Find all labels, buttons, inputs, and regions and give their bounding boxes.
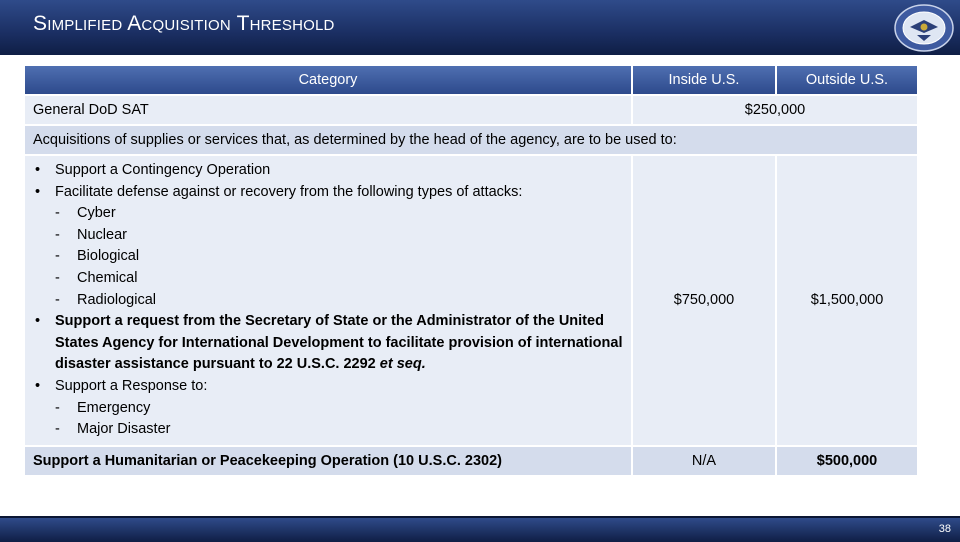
list-item <box>33 182 623 204</box>
attack-cyber: Cyber <box>77 205 116 222</box>
slide-title: Simplified Acquisition Threshold <box>33 12 335 35</box>
bullet-icon: • <box>35 377 41 394</box>
purpose-list <box>33 160 623 441</box>
attack-biological: Biological <box>77 248 140 265</box>
attack-chemical: Chemical <box>77 269 138 286</box>
humanitarian-inside-value: N/A <box>632 446 776 476</box>
list-item <box>33 311 623 376</box>
list-item <box>33 376 623 398</box>
bullet-state-request: Support a request from the Secretary of State or the Administrator of the United States Agency for International Development to facilitate provision of international disaster assistance pursuant to 22 U.S.C. 2292 <box>55 313 623 373</box>
table-row-humanitarian <box>24 446 918 476</box>
sub-list-item: - Chemical <box>55 269 138 286</box>
bullet-icon: • <box>35 162 41 178</box>
acquisitions-label: Acquisitions of supplies or services that, as determined by the head of the agency, are to be used to: <box>24 125 918 155</box>
list-outside-value: $1,500,000 <box>776 155 918 446</box>
header-inside-us: Inside U.S. <box>632 65 776 95</box>
sub-list-item: - Radiological <box>55 291 156 308</box>
humanitarian-label: Support a Humanitarian or Peacekeeping Operation (10 U.S.C. 2302) <box>24 446 632 476</box>
page-number: 38 <box>938 523 951 535</box>
title-bar <box>0 0 960 55</box>
sub-list-item: - Emergency <box>55 399 151 416</box>
bullet-contingency: Support a Contingency Operation <box>55 162 271 178</box>
header-category: Category <box>24 65 632 95</box>
footer-bar <box>0 516 960 542</box>
purpose-list-cell <box>24 155 632 446</box>
list-inside-value: $750,000 <box>632 155 776 446</box>
table-row-general <box>24 95 918 125</box>
bullet-icon: • <box>35 183 41 200</box>
attack-nuclear: Nuclear <box>77 226 127 243</box>
bullet-attacks: Facilitate defense against or recovery from the following types of attacks: <box>55 183 523 200</box>
general-sat-label: General DoD SAT <box>24 95 632 125</box>
sub-list-item: - Nuclear <box>55 226 127 243</box>
table-header-row <box>24 65 918 95</box>
humanitarian-outside-value: $500,000 <box>776 446 918 476</box>
dod-seal-icon <box>893 3 955 53</box>
sub-list-item: - Major Disaster <box>55 421 171 438</box>
sat-table <box>23 64 919 477</box>
bullet-icon: • <box>35 313 41 330</box>
header-outside-us: Outside U.S. <box>776 65 918 95</box>
list-item <box>33 160 623 182</box>
response-major-disaster: Major Disaster <box>77 421 171 438</box>
table-row-acquisitions <box>24 125 918 155</box>
sub-list-item: - Biological <box>55 248 140 265</box>
response-emergency: Emergency <box>77 399 151 416</box>
et-seq-text: et seq. <box>379 356 426 373</box>
bullet-response: Support a Response to: <box>55 377 208 394</box>
general-sat-value: $250,000 <box>632 95 918 125</box>
sub-list-item: - Cyber <box>55 205 116 222</box>
table-row-list <box>24 155 918 446</box>
attack-radiological: Radiological <box>77 291 156 308</box>
